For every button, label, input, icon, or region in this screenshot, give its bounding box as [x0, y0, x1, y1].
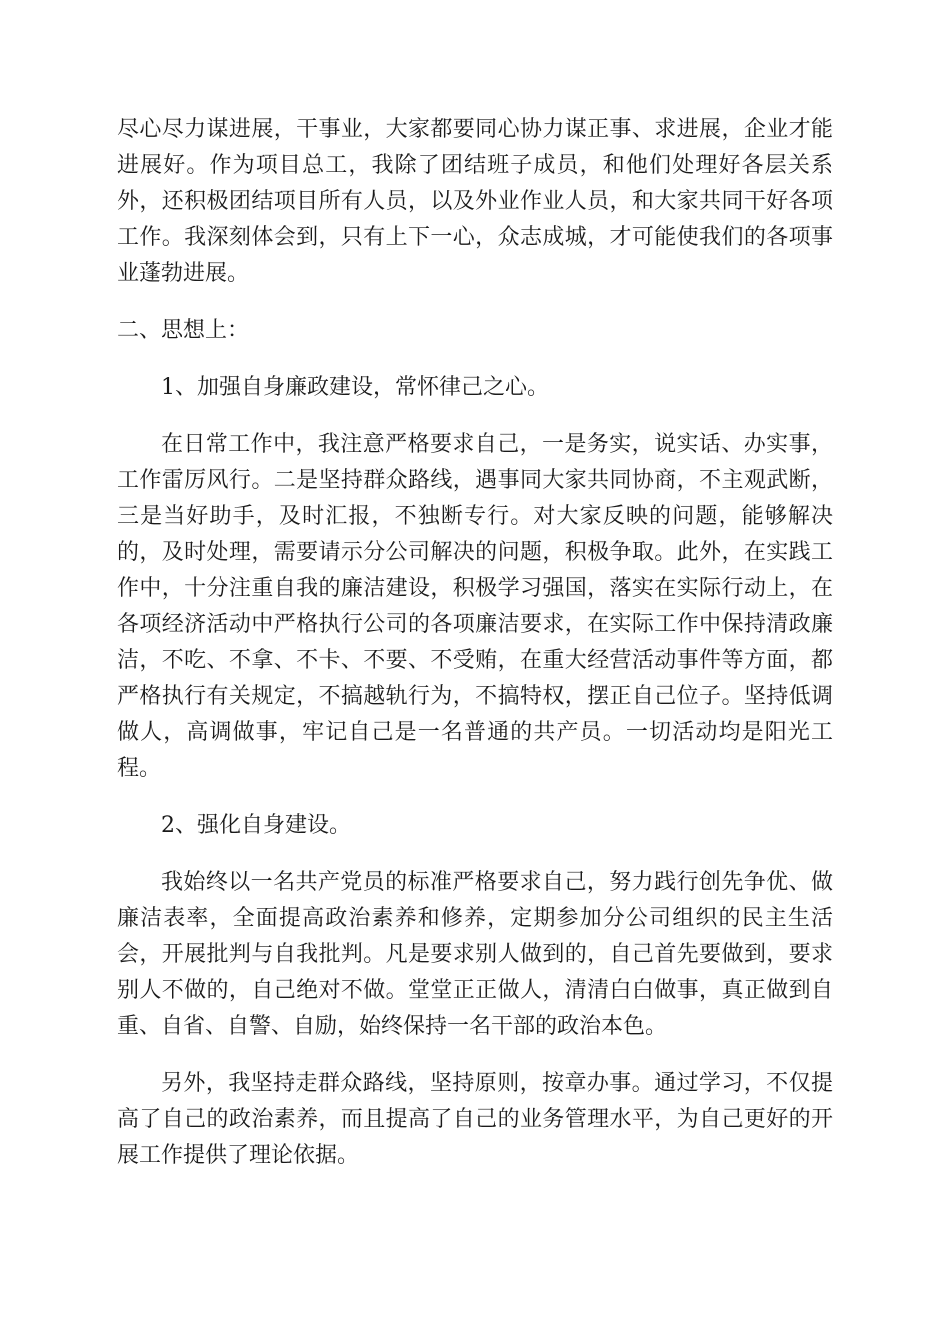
document-page: [117, 112, 833, 1174]
body-paragraph: 尽心尽力谋进展，干事业，大家都要同心协力谋正事、求进展，企业才能进展好。作为项目总工，我除了团结班子成员，和他们处理好各层关系外，还积极团结项目所有人员，以及外业作业人员，和大家共同干好各项工作。我深刻体会到，只有上下一心，众志成城，才可能使我们的各项事业蓬勃进展。: [117, 117, 833, 286]
subheading-integrity: 1、加强自身廉政建设，常怀律己之心。: [161, 375, 549, 400]
section-heading-thought: 二、思想上：: [117, 318, 250, 343]
body-paragraph: 我始终以一名共产党员的标准严格要求自己，努力践行创先争优、做廉洁表率，全面提高政治素养和修养，定期参加分公司组织的民主生活会，开展批判与自我批判。凡是要求别人做到的，自己首先要做到，要求别人不做的，自己绝对不做。堂堂正正做人，清清白白做事，真正做到自重、自省、自警、自励，始终保持一名干部的政治本色。: [117, 870, 833, 1039]
body-paragraph: 另外，我坚持走群众路线，坚持原则，按章办事。通过学习，不仅提高了自己的政治素养，而且提高了自己的业务管理水平，为自己更好的开展工作提供了理论依据。: [117, 1071, 833, 1168]
subheading-self-building: 2、强化自身建设。: [161, 813, 351, 838]
body-paragraph: 在日常工作中，我注意严格要求自己，一是务实，说实话、办实事，工作雷厉风行。二是坚持群众路线，遇事同大家共同协商，不主观武断，三是当好助手，及时汇报，不独断专行。对大家反映的问题，能够解决的，及时处理，需要请示分公司解决的问题，积极争取。此外，在实践工作中，十分注重自我的廉洁建设，积极学习强国，落实在实际行动上，在各项经济活动中严格执行公司的各项廉洁要求，在实际工作中保持清政廉洁，不吃、不拿、不卡、不要、不受贿，在重大经营活动事件等方面，都严格执行有关规定，不搞越轨行为，不搞特权，摆正自己位子。坚持低调做人，高调做事，牢记自己是一名普通的共产员。一切活动均是阳光工程。: [117, 432, 833, 781]
